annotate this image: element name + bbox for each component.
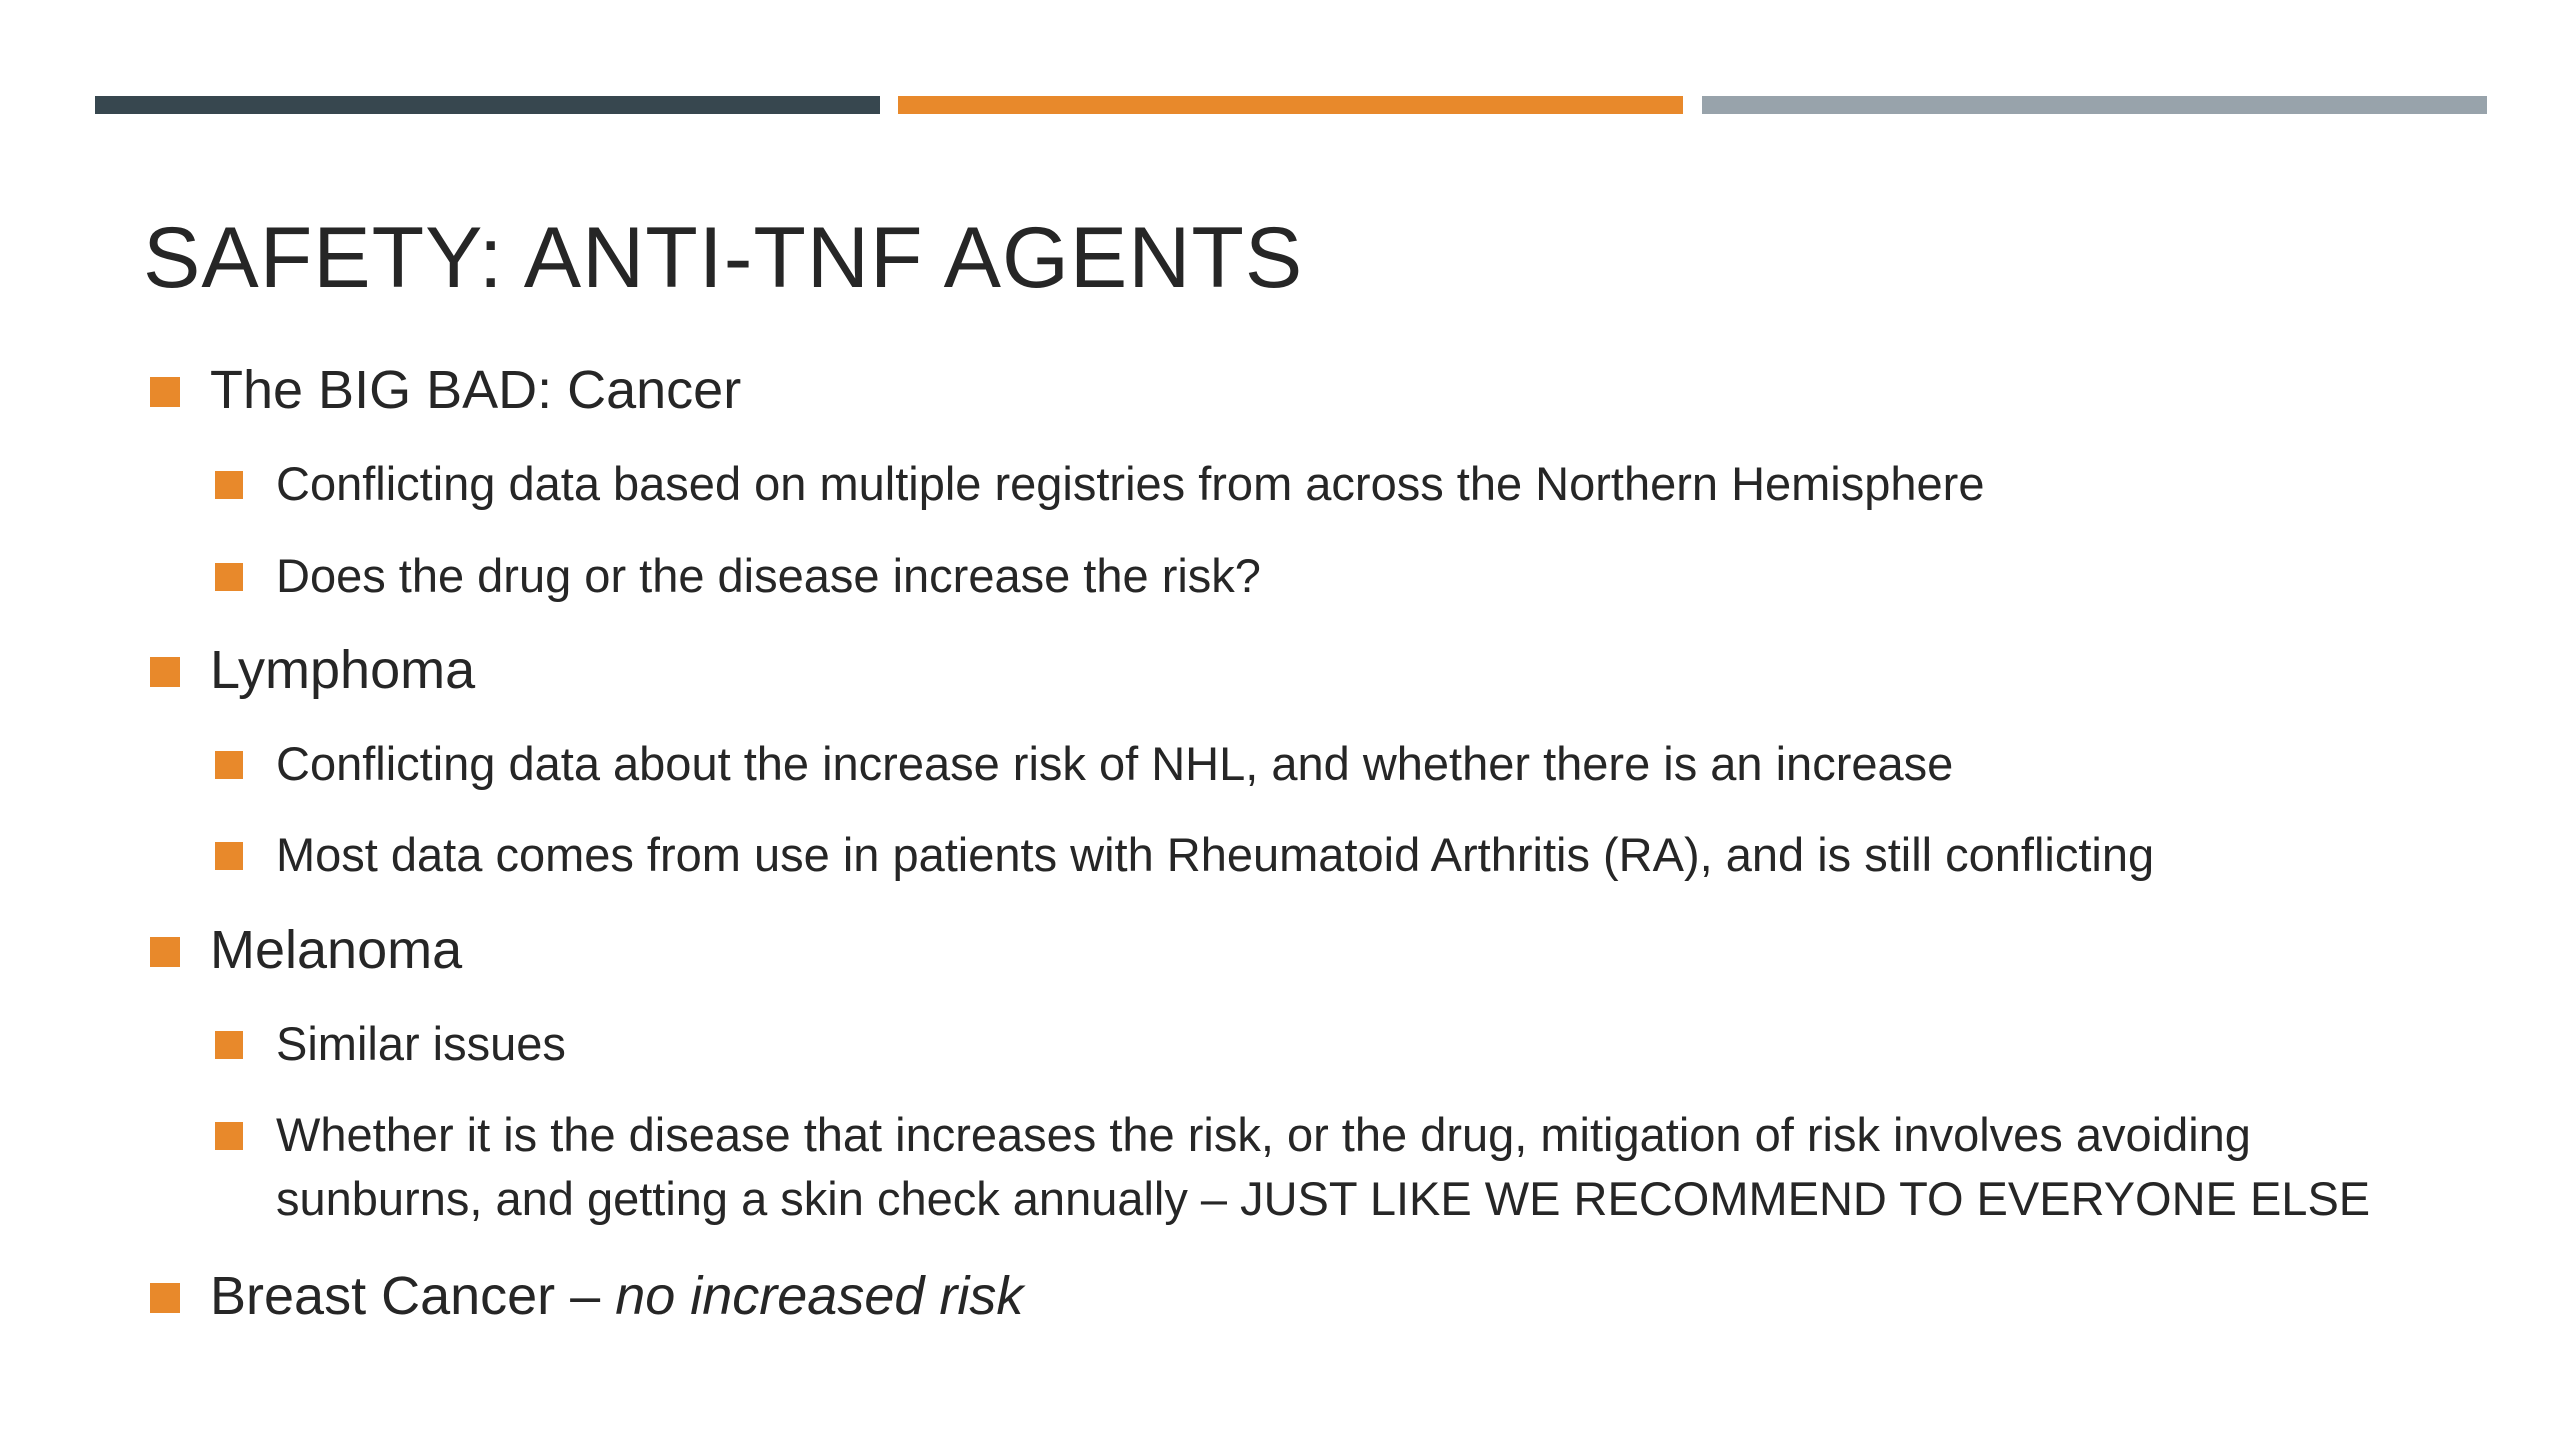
bullet-text: Breast Cancer –: [210, 1266, 616, 1326]
sub-bullet-text: Most data comes from use in patients with Rheumatoid Arthritis (RA), and is still conflicting: [276, 828, 2155, 881]
sub-bullet-text: Does the drug or the disease increase the risk?: [276, 549, 1261, 602]
sub-bullet-text: Conflicting data about the increase risk of NHL, and whether there is an increase: [276, 737, 1954, 790]
bullet-text: The BIG BAD: Cancer: [210, 360, 742, 420]
sub-bullet-item: [276, 732, 1953, 796]
square-bullet-icon: [215, 1122, 243, 1150]
square-bullet-icon: [215, 1031, 243, 1059]
sub-bullet-text-line-1: Whether it is the disease that increases the risk, or the drug, mitigation of risk involves avoiding: [276, 1108, 2251, 1161]
bullet-item-melanoma: [210, 915, 462, 985]
sub-bullet-item: [276, 452, 1984, 516]
slide-title: SAFETY: ANTI-TNF AGENTS: [143, 210, 1304, 306]
bullet-text: Lymphoma: [210, 640, 476, 700]
sub-bullet-item: [276, 823, 2154, 887]
bullet-item-lymphoma: [210, 635, 475, 705]
square-bullet-icon: [150, 657, 180, 687]
sub-bullet-item-multiline: [276, 1103, 2370, 1231]
sub-bullet-text-line-2: sunburns, and getting a skin check annually – JUST LIKE WE RECOMMEND TO EVERYONE ELSE: [276, 1172, 2371, 1225]
square-bullet-icon: [150, 377, 180, 407]
bullet-item-breast-cancer: [210, 1261, 1023, 1331]
square-bullet-icon: [215, 842, 243, 870]
square-bullet-icon: [150, 1283, 180, 1313]
bullet-text: Melanoma: [210, 920, 463, 980]
sub-bullet-item: [276, 544, 1261, 608]
bullet-text-emphasis: no increased risk: [615, 1266, 1024, 1326]
square-bullet-icon: [215, 751, 243, 779]
square-bullet-icon: [215, 471, 243, 499]
bullet-item-cancer: [210, 355, 741, 425]
sub-bullet-text: Similar issues: [276, 1017, 566, 1070]
square-bullet-icon: [150, 937, 180, 967]
sub-bullet-item: [276, 1012, 566, 1076]
square-bullet-icon: [215, 563, 243, 591]
sub-bullet-text: Conflicting data based on multiple registries from across the Northern Hemisphere: [276, 457, 1985, 510]
